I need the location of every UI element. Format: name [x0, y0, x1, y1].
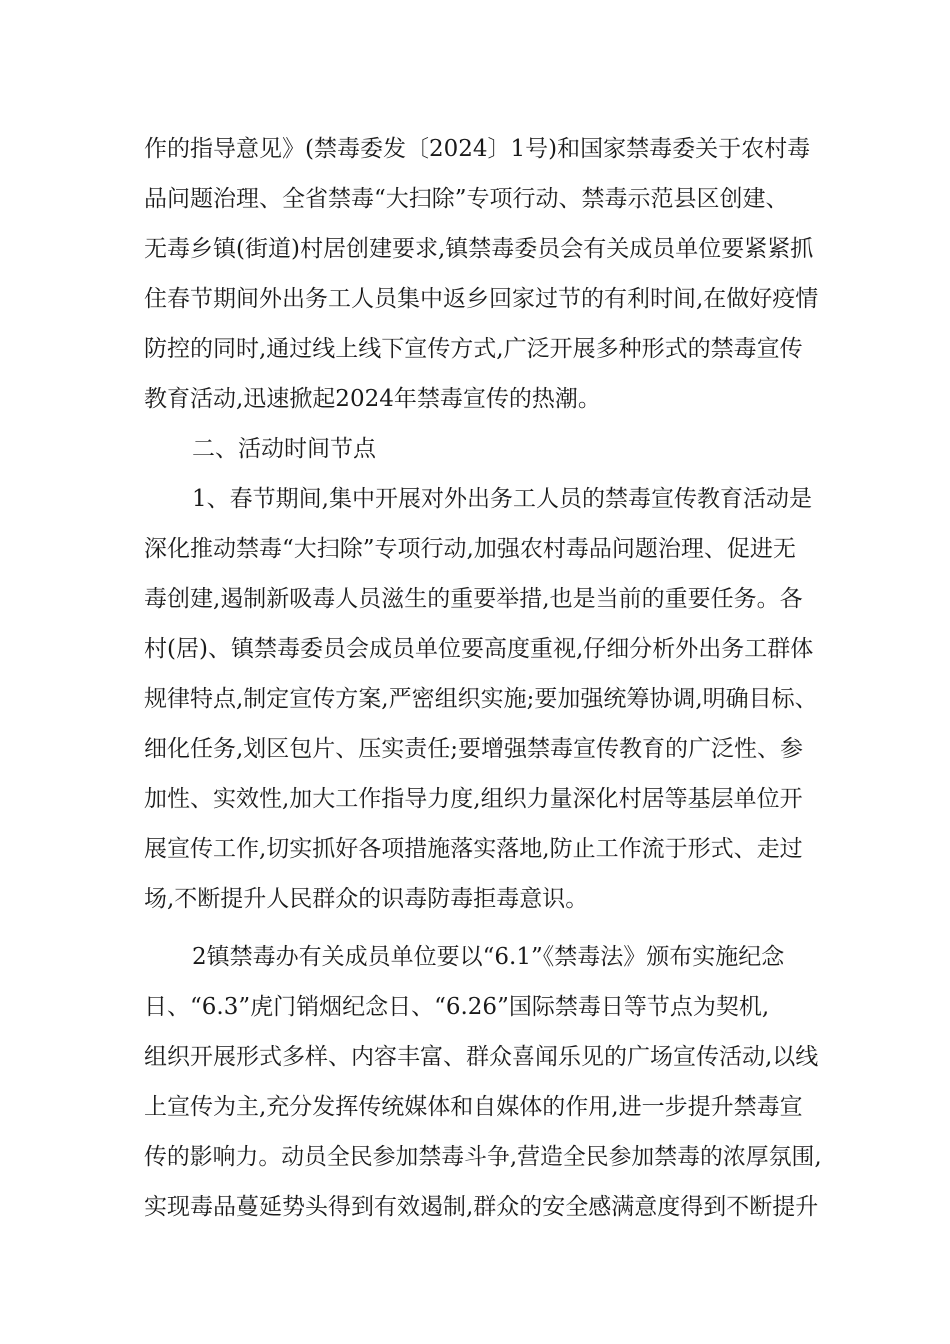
- text-line-5: 防控的同时,通过线上线下宣传方式,广泛开展多种形式的禁毒宣传: [144, 336, 803, 362]
- text-line-18: 日、“6.3”虎门销烟纪念日、“6.26”国际禁毒日等节点为契机,: [144, 994, 770, 1020]
- text-line-17: 2镇禁毒办有关成员单位要以“6.1”《禁毒法》颁布实施纪念: [192, 944, 785, 970]
- text-line-20: 上宣传为主,充分发挥传统媒体和自媒体的作用,进一步提升禁毒宣: [144, 1094, 803, 1120]
- text-line-19: 组织开展形式多样、内容丰富、群众喜闻乐见的广场宣传活动,以线: [144, 1044, 819, 1070]
- text-line-16: 场,不断提升人民群众的识毒防毒拒毒意识。: [144, 886, 589, 912]
- text-line-14: 加性、实效性,加大工作指导力度,组织力量深化村居等基层单位开: [144, 786, 803, 812]
- text-line-9: 深化推动禁毒“大扫除”专项行动,加强农村毒品问题治理、促进无: [144, 536, 796, 562]
- text-line-2: 品问题治理、全省禁毒“大扫除”专项行动、禁毒示范县区创建、: [144, 186, 789, 212]
- section-heading: 二、活动时间节点: [192, 436, 376, 462]
- text-line-13: 细化任务,划区包片、压实责任;要增强禁毒宣传教育的广泛性、参: [144, 736, 804, 762]
- text-line-8: 1、春节期间,集中开展对外出务工人员的禁毒宣传教育活动是: [192, 486, 812, 512]
- text-line-6: 教育活动,迅速掀起2024年禁毒宣传的热潮。: [144, 386, 601, 412]
- text-line-22: 实现毒品蔓延势头得到有效遏制,群众的安全感满意度得到不断提升: [144, 1194, 819, 1220]
- text-line-4: 住春节期间外出务工人员集中返乡回家过节的有利时间,在做好疫情: [144, 286, 819, 312]
- text-line-11: 村(居)、镇禁毒委员会成员单位要高度重视,仔细分析外出务工群体: [144, 636, 814, 662]
- text-line-15: 展宣传工作,切实抓好各项措施落实落地,防止工作流于形式、走过: [144, 836, 803, 862]
- text-line-3: 无毒乡镇(街道)村居创建要求,镇禁毒委员会有关成员单位要紧紧抓: [144, 236, 814, 262]
- text-line-21: 传的影响力。动员全民参加禁毒斗争,营造全民参加禁毒的浓厚氛围,: [144, 1144, 822, 1170]
- text-line-1: 作的指导意见》(禁毒委发〔2024〕1号)和国家禁毒委关于农村毒: [144, 136, 811, 162]
- text-line-10: 毒创建,遏制新吸毒人员滋生的重要举措,也是当前的重要任务。各: [144, 586, 803, 612]
- text-line-12: 规律特点,制定宣传方案,严密组织实施;要加强统筹协调,明确目标、: [144, 686, 818, 712]
